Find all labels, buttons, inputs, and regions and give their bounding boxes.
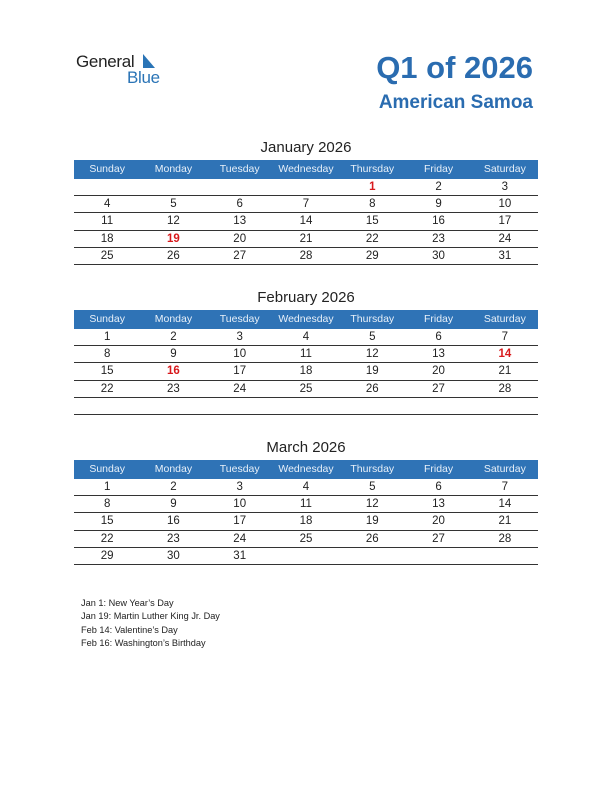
day-cell: [74, 398, 140, 414]
day-cell: 13: [233, 215, 247, 228]
day-cell: 9: [435, 198, 442, 211]
week-row: [74, 231, 538, 248]
day-cell: 9: [170, 498, 177, 511]
day-cell: 2: [170, 481, 177, 493]
day-cell: 17: [498, 215, 512, 228]
week-row: [74, 496, 538, 513]
day-cell: 17: [233, 365, 247, 378]
day-cell: 28: [498, 532, 512, 545]
day-cell: 13: [432, 348, 445, 361]
month-title: March 2026: [266, 439, 346, 456]
day-cell: 7: [501, 331, 509, 343]
day-cell: 1: [103, 331, 111, 343]
week-row: [74, 196, 538, 213]
day-cell: 16: [167, 515, 180, 528]
weekday-label: Thursday: [350, 463, 395, 475]
day-cell: 8: [103, 348, 111, 361]
day-cell: 7: [501, 481, 509, 493]
day-cell: [472, 548, 538, 565]
day-cell: 28: [299, 249, 313, 262]
day-cell: 12: [365, 348, 379, 361]
day-cell: 15: [365, 215, 379, 228]
weekday-header: [74, 160, 538, 179]
day-cell: [74, 179, 140, 196]
weekday-label: Sunday: [89, 163, 125, 175]
day-cell: 13: [432, 498, 445, 511]
logo-general-text: General: [76, 52, 135, 71]
day-cell: 21: [498, 515, 512, 528]
day-cell: 30: [167, 549, 180, 562]
day-cell: 22: [365, 232, 379, 245]
day-cell: 16: [432, 215, 445, 228]
weekday-label: Tuesday: [219, 163, 260, 175]
day-cell: 8: [369, 198, 376, 211]
day-cell: 22: [100, 382, 114, 395]
day-cell: [273, 548, 339, 565]
day-cell: 29: [365, 249, 379, 262]
day-cell: 10: [498, 198, 512, 211]
day-cell: [405, 398, 471, 414]
day-cell: 31: [498, 249, 512, 262]
day-cell: 7: [302, 198, 310, 211]
month-title: January 2026: [260, 139, 352, 156]
day-cell: [207, 398, 273, 414]
day-cell: 18: [299, 515, 313, 528]
day-cell: [273, 398, 339, 414]
holiday-note: Jan 19: Martin Luther King Jr. Day: [81, 611, 220, 622]
day-cell: [140, 398, 206, 414]
day-cell: 24: [498, 232, 512, 245]
day-cell: 4: [302, 331, 310, 343]
region-title: American Samoa: [378, 92, 533, 113]
weekday-label: Sunday: [89, 313, 125, 325]
day-cell: 12: [167, 215, 180, 228]
day-cell: 15: [100, 365, 114, 378]
week-row: [74, 513, 538, 530]
day-cell: 10: [233, 348, 247, 361]
day-cell: 28: [498, 382, 512, 395]
weekday-label: Thursday: [350, 313, 395, 325]
day-cell: 24: [233, 382, 247, 395]
day-cell: 19: [365, 365, 379, 378]
day-cell: 11: [101, 215, 114, 228]
day-cell: 26: [365, 382, 379, 395]
holiday-notes: [81, 597, 220, 650]
day-cell: 6: [435, 331, 442, 343]
day-cell: 2: [170, 331, 177, 343]
day-cell: 9: [170, 348, 177, 361]
weekday-header: [74, 310, 538, 329]
day-cell: 22: [100, 532, 114, 545]
day-cell: 31: [233, 549, 247, 562]
weekday-label: Wednesday: [278, 163, 334, 175]
day-cell: 11: [300, 498, 312, 511]
month-title: February 2026: [257, 289, 355, 306]
week-row: [74, 363, 538, 380]
day-cell: 5: [369, 331, 376, 343]
day-cell: 26: [167, 249, 180, 262]
week-row: [74, 398, 538, 415]
day-cell: [207, 179, 273, 196]
day-cell: 23: [432, 232, 445, 245]
day-cell: 27: [432, 382, 445, 395]
week-row: [74, 179, 538, 196]
calendar-march: [74, 437, 538, 565]
day-cell: 20: [432, 365, 445, 378]
weekday-label: Friday: [423, 163, 454, 175]
weekday-label: Saturday: [483, 313, 526, 325]
day-cell: 1: [369, 181, 376, 193]
logo-blue-text: Blue: [127, 68, 160, 87]
day-cell: 2: [435, 181, 442, 193]
day-cell: 25: [299, 532, 313, 545]
day-cell: 8: [103, 498, 111, 511]
day-cell: 23: [167, 532, 180, 545]
weekday-label: Friday: [423, 313, 454, 325]
day-cell: 6: [435, 481, 442, 493]
day-cell: 11: [300, 348, 312, 361]
calendar-february: [74, 287, 538, 415]
day-cell: 12: [365, 498, 379, 511]
day-cell: 14: [299, 215, 313, 228]
day-cell: 17: [233, 515, 247, 528]
week-row: [74, 548, 538, 565]
weekday-label: Monday: [154, 163, 193, 175]
day-cell: 23: [167, 382, 180, 395]
day-cell: 25: [299, 382, 313, 395]
day-cell: 3: [236, 481, 243, 493]
weekday-label: Tuesday: [219, 313, 260, 325]
day-cell: 5: [369, 481, 376, 493]
day-cell: 19: [365, 515, 379, 528]
day-cell: [273, 179, 339, 196]
day-cell: 29: [100, 549, 114, 562]
day-cell: [339, 548, 405, 565]
day-cell: 15: [100, 515, 114, 528]
weekday-label: Friday: [423, 463, 454, 475]
logo-triangle-icon: [143, 54, 155, 68]
weekday-label: Wednesday: [278, 463, 334, 475]
weekday-label: Saturday: [483, 463, 526, 475]
week-row: [74, 346, 538, 363]
day-cell: 26: [365, 532, 379, 545]
day-cell: 24: [233, 532, 247, 545]
generalblue-logo: [76, 52, 176, 92]
day-cell: 16: [167, 365, 180, 378]
day-cell: 4: [103, 198, 111, 211]
day-cell: 1: [103, 481, 111, 493]
day-cell: [339, 398, 405, 414]
day-cell: 20: [432, 515, 445, 528]
day-cell: 10: [233, 498, 247, 511]
week-row: [74, 213, 538, 230]
weekday-label: Tuesday: [219, 463, 260, 475]
day-cell: [140, 179, 206, 196]
day-cell: 21: [498, 365, 512, 378]
weekday-label: Wednesday: [278, 313, 334, 325]
page-title: Q1 of 2026: [376, 50, 533, 85]
weekday-label: Monday: [154, 313, 193, 325]
day-cell: 20: [233, 232, 247, 245]
day-cell: 30: [432, 249, 445, 262]
week-row: [74, 381, 538, 398]
weekday-label: Thursday: [350, 163, 395, 175]
day-cell: 4: [302, 481, 310, 493]
day-cell: 6: [236, 198, 243, 211]
day-cell: 3: [501, 181, 509, 193]
weekday-label: Monday: [154, 463, 193, 475]
holiday-note: Feb 14: Valentine’s Day: [81, 624, 178, 635]
day-cell: 19: [167, 232, 180, 245]
day-cell: 21: [299, 232, 313, 245]
day-cell: [405, 548, 471, 565]
day-cell: 18: [100, 232, 114, 245]
week-row: [74, 248, 538, 265]
week-row: [74, 329, 538, 346]
weekday-label: Saturday: [483, 163, 526, 175]
week-row: [74, 479, 538, 496]
day-cell: 14: [498, 348, 512, 361]
week-row: [74, 531, 538, 548]
weekday-header: [74, 460, 538, 479]
day-cell: [472, 398, 538, 414]
day-cell: 18: [299, 365, 313, 378]
day-cell: 14: [498, 498, 512, 511]
day-cell: 27: [233, 249, 247, 262]
calendar-january: [74, 137, 538, 265]
holiday-note: Feb 16: Washington’s Birthday: [81, 637, 206, 648]
day-cell: 3: [236, 331, 243, 343]
day-cell: 5: [170, 198, 177, 211]
weekday-label: Sunday: [89, 463, 125, 475]
day-cell: 25: [100, 249, 114, 262]
day-cell: 27: [432, 532, 445, 545]
holiday-note: Jan 1: New Year’s Day: [81, 598, 174, 608]
